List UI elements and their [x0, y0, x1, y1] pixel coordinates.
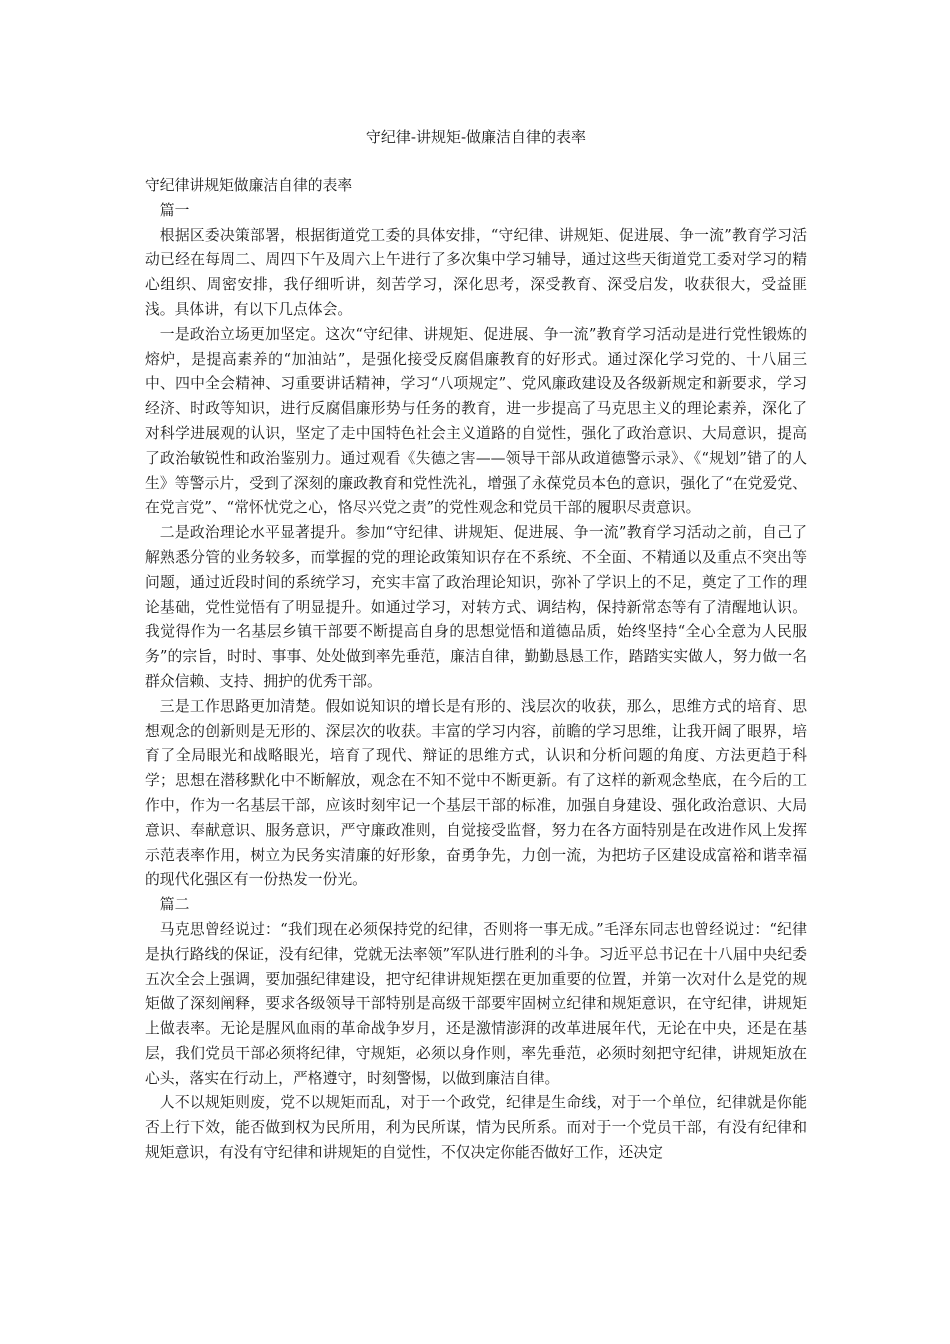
section-label-2: 篇二	[159, 896, 190, 914]
section-label-1: 篇一	[159, 201, 190, 219]
paragraph: 人不以规矩则废，党不以规矩而乱，对于一个政党，纪律是生命线，对于一个单位，纪律就是你能否上行下效，能否做到权为民所用，利为民所谋，情为民所系。而对于一个党员干部，有没有纪律和规矩意识，有没有守纪律和讲规矩的自觉性，不仅决定你能否做好工作，还决定	[145, 1094, 807, 1162]
paragraph: 一是政治立场更加坚定。这次“守纪律、讲规矩、促进展、争一流”教育学习活动是进行党性锻炼的熔炉，是提高素养的“加油站”，是强化接受反腐倡廉教育的好形式。通过深化学习党的、十八届三中、四中全会精神、习重要讲话精神，学习“八项规定”、党风廉政建设及各级新规定和新要求，学习经济、时政等知识，进行反腐倡廉形势与任务的教育，进一步提高了马克思主义的理论素养，深化了对科学进展观的认识，坚定了走中国特色社会主义道路的自觉性，强化了政治意识、大局意识，提高了政治敏锐性和政治鉴别力。通过观看《失德之害——领导干部从政道德警示录》、《“规划”错了的人生》等警示片，受到了深刻的廉政教育和党性洗礼，增强了永葆党员本色的意识，强化了“在党爱党、在党言党”、“常怀忧党之心，恪尽兴党之责”的党性观念和党员干部的履职尽责意识。	[145, 325, 807, 517]
paragraph: 根据区委决策部署，根据街道党工委的具体安排，“守纪律、讲规矩、促进展、争一流”教育学习活动已经在每周二、周四下午及周六上午进行了多次集中学习辅导，通过这些天街道党工委对学习的精心组织、周密安排，我仔细听讲，刻苦学习，深化思考，深受教育、深受启发，收获很大，受益匪浅。具体讲，有以下几点体会。	[145, 226, 807, 318]
paragraph: 二是政治理论水平显著提升。参加“守纪律、讲规矩、促进展、争一流”教育学习活动之前，自己了解熟悉分管的业务较多，而掌握的党的理论政策知识存在不系统、不全面、不精通以及重点不突出等问题，通过近段时间的系统学习，充实丰富了政治理论知识，弥补了学识上的不足，奠定了工作的理论基础，党性觉悟有了明显提升。如通过学习，对转方式、调结构，保持新常态等有了清醒地认识。我觉得作为一名基层乡镇干部要不断提高自身的思想觉悟和道德品质，始终坚持“全心全意为人民服务”的宗旨，时时、事事、处处做到率先垂范，廉洁自律，勤勤恳恳工作，踏踏实实做人，努力做一名群众信赖、支持、拥护的优秀干部。	[145, 524, 807, 690]
document-title: 守纪律-讲规矩-做廉洁自律的表率	[365, 128, 587, 146]
document-subtitle: 守纪律讲规矩做廉洁自律的表率	[145, 177, 353, 194]
paragraph: 马克思曾经说过：“我们现在必须保持党的纪律，否则将一事无成。”毛泽东同志也曾经说过：“纪律是执行路线的保证，没有纪律，党就无法率领”军队进行胜利的斗争。习近平总书记在十八届中央纪委五次全会上强调，要加强纪律建设，把守纪律讲规矩摆在更加重要的位置，并第一次对什么是党的规矩做了深刻阐释，要求各级领导干部特别是高级干部要牢固树立纪律和规矩意识，在守纪律，讲规矩上做表率。无论是腥风血雨的革命战争岁月，还是激情澎湃的改革进展年代，无论在中央，还是在基层，我们党员干部必须将纪律，守规矩，必须以身作则，率先垂范，必须时刻把守纪律，讲规矩放在心头，落实在行动上，严格遵守，时刻警惕，以做到廉洁自律。	[145, 920, 807, 1087]
paragraph: 三是工作思路更加清楚。假如说知识的增长是有形的、浅层次的收获，那么，思维方式的培育、思想观念的创新则是无形的、深层次的收获。丰富的学习内容，前瞻的学习思维，让我开阔了眼界，培育了全局眼光和战略眼光，培育了现代、辩证的思维方式，认识和分析问题的角度、方法更趋于科学；思想在潜移默化中不断解放，观念在不知不觉中不断更新。有了这样的新观念垫底，在今后的工作中，作为一名基层干部，应该时刻牢记一个基层干部的标准，加强自身建设、强化政治意识、大局意识、奉献意识、服务意识，严守廉政准则，自觉接受监督，努力在各方面特别是在改进作风上发挥示范表率作用，树立为民务实清廉的好形象，奋勇争先，力创一流，为把坊子区建设成富裕和谐幸福的现代化强区有一份热发一份光。	[145, 697, 807, 889]
document-body	[145, 174, 807, 1166]
